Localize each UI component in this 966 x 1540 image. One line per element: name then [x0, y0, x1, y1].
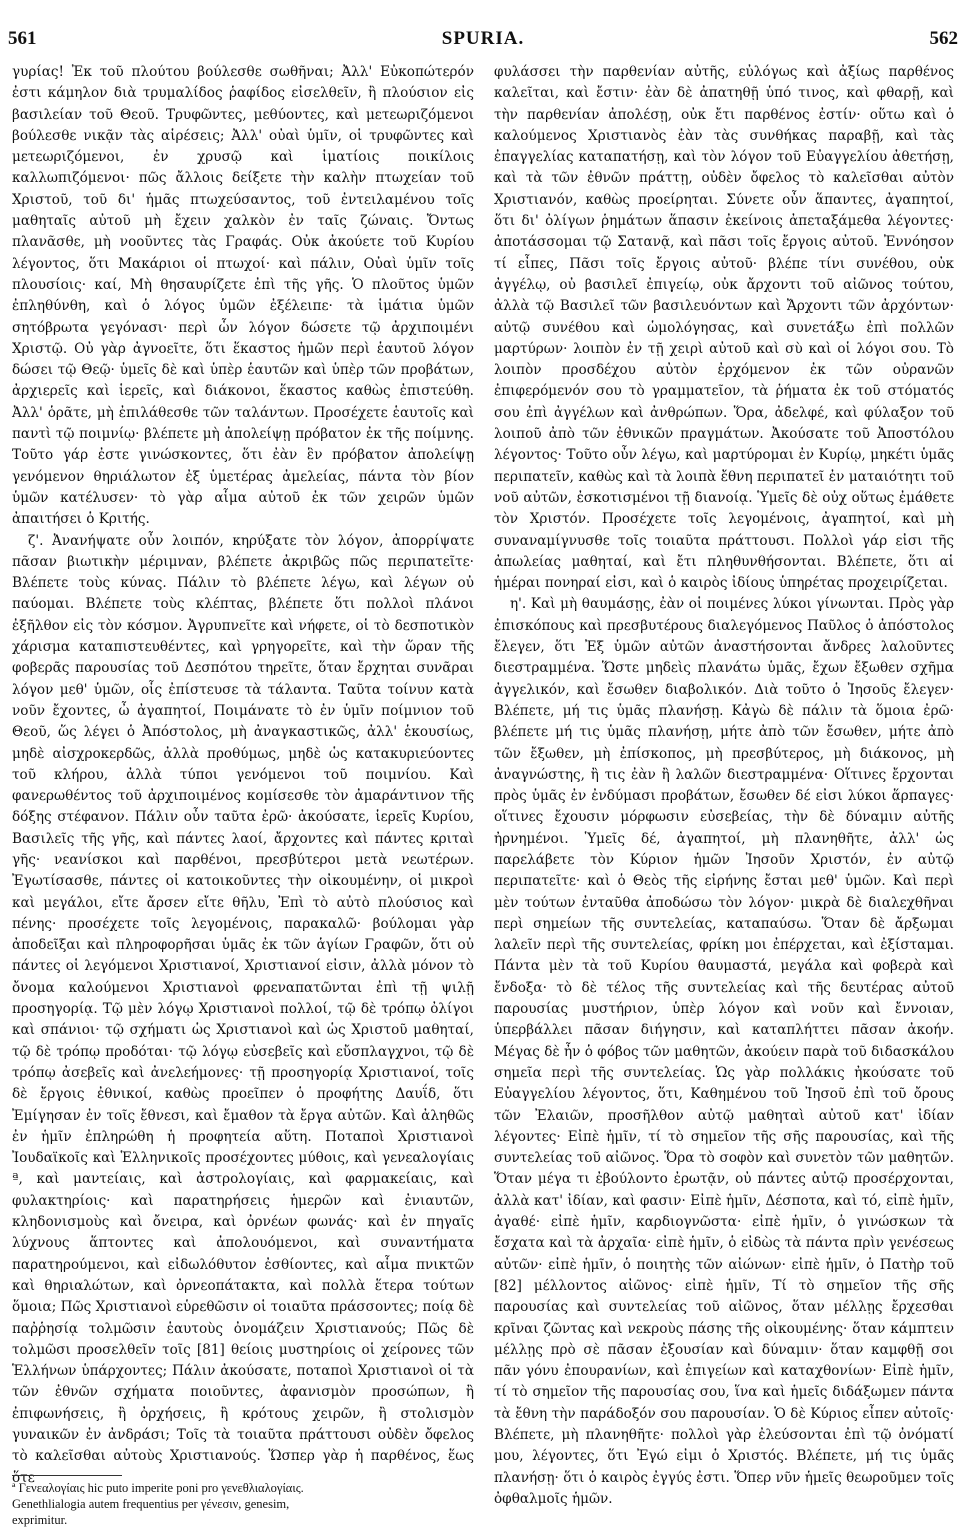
- footnote-line-1: ª Γενεαλογίαις hic puto imperite poni pro γενεθλιαλογίαις.: [12, 1481, 304, 1495]
- right-column: [494, 62, 954, 1522]
- right-paragraph-2: η'. Καὶ μὴ θαυμάσῃς, ἐὰν οἱ ποιμένες λύκοι γίνωνται. Πρὸς γὰρ ἐπισκόπους καὶ πρεσβυτέρους διαλεγόμενος Παῦλος ὁ ἀπόστολος ἔλεγεν, ὅτι Ἐξ ὑμῶν αὐτῶν ἀναστήσονται ἄνδρες λαλοῦντες διεστραμμένα. Ὥστε μηδεὶς πλανάτω ὑμᾶς, ἔχων ἔξωθεν σχῆμα ἀγγελικόν, καὶ ἔσωθεν διαβολικόν. Διὰ τοῦτο ὁ Ἰησοῦς ἔλεγεν· Βλέπετε, μή τις ὑμᾶς πλανήσῃ. Κἀγὼ δὲ πάλιν τὰ ὅμοια ἐρῶ· βλέπετε μή τις ὑμᾶς πλανήσῃ, μήτε ἀπὸ τῶν ἔσωθεν, μήτε ἀπὸ τῶν ἔξωθεν, μὴ ἐπίσκοπος, μὴ πρεσβύτερος, μὴ διάκονος, μὴ ἀναγνώστης, ἢ τις ἐὰν ἢ λαλῶν διεστραμμένα· Οἵτινες ἔρχονται πρὸς ὑμᾶς ἐν ἐνδύμασι προβάτων, ἔσωθεν δέ εἰσι λύκοι ἅρπαγες· οἵτινες ἔχουσιν μόρφωσιν εὐσεβείας, τὴν δὲ δύναμιν αὐτῆς ἠρνημένοι. Ὑμεῖς δέ, ἀγαπητοί, μὴ πλανηθῆτε, ἀλλ' ὡς παρελάβετε τὸν Κύριον ἡμῶν Ἰησοῦν Χριστόν, ἐν αὐτῷ περιπατεῖτε· καὶ ὁ Θεὸς τῆς εἰρήνης ἔσται μεθ' ὑμῶν. Καὶ περὶ μὲν τούτων ἐνταῦθα ἀποδώσω τὸν λόγον· μικρὰ δὲ διαλεχθῆναι περὶ σημείων τῆς συντελείας, καταπαύσω. Ὅταν δὲ ἄρξωμαι λαλεῖν περὶ τῆς συντελείας, φρίκη μοι ἐπέρχεται, καὶ ἐξίσταμαι. Πάντα μὲν τὰ τοῦ Κυρίου θαυμαστά, μεγάλα καὶ φοβερὰ καὶ ἔνδοξα· τὸ δὲ τέλος τῆς συντελείας καὶ τῆς δευτέρας αὐτοῦ παρουσίας μυστήριον, ὑπὲρ λόγον καὶ νοῦν καὶ ἔννοιαν, ὑπερβάλλει πᾶσαν διήγησιν, καὶ καταπλήττει πᾶσαν ἀκοήν. Μέγας δὲ ἦν ὁ φόβος τῶν μαθητῶν, ἀκούειν παρὰ τοῦ διδασκάλου σημεῖα περὶ τῆς συντελείας. Ὡς γὰρ πολλάκις ἠκούσατε τοῦ Εὐαγγελίου λέγοντος, ὅτι, Καθημένου τοῦ Ἰησοῦ ἐπὶ τοῦ ὄρους τῶν Ἐλαιῶν, προσῆλθον αὐτῷ μαθηταὶ αὐτοῦ κατ' ἰδίαν λέγοντες· Εἰπὲ ἡμῖν, τί τὸ σημεῖον τῆς σῆς παρουσίας, καὶ τῆς συντελείας τοῦ αἰῶνος. Ὅρα τὸ σοφὸν καὶ συνετὸν τῶν μαθητῶν. Ὅταν μέγα τι ἐβούλοντο ἐρωτᾷν, οὐ πάντες αὐτῷ προσέρχονται, ἀλλὰ κατ' ἰδίαν, καὶ φασιν· Εἰπὲ ἡμῖν, Δέσποτα, καὶ τό, εἰπὲ ἡμῖν, ἀγαθέ· εἰπὲ ἡμῖν, καρδιογνῶστα· εἰπὲ ἡμῖν, ὁ γινώσκων τὰ ἔσχατα καὶ τὰ ἀρχαῖα· εἰπὲ ἡμῖν, ὁ εἰδὼς τὰ πάντα πρὶν γενέσεως αὐτῶν· εἰπὲ ἡμῖν, ὁ ποιητὴς τῶν αἰώνων· εἰπὲ ἡμῖν, ὁ Πατὴρ τοῦ [82] μέλλοντος αἰῶνος· εἰπὲ ἡμῖν, Τί τὸ σημεῖον τῆς σῆς παρουσίας καὶ συντελείας τοῦ αἰῶνος, ὅταν μέλλῃς ἔρχεσθαι κρῖναι ζῶντας καὶ νεκροὺς πάσης τῆς οἰκουμένης· ὅταν κάμπτειν μέλλῃς πρὸ σὲ πᾶσαν ἐξουσίαν καὶ δύναμιν· ὅταν καμφθῇ σοι πᾶν γόνυ ἐπουρανίων, καὶ ἐπιγείων καὶ καταχθονίων· Εἰπὲ ἡμῖν, τί τὸ σημεῖον τῆς παρουσίας σου, ἵνα καὶ ἡμεῖς διδάξωμεν πάντα τὰ ἔθνη τὴν παράδοξόν σου παρουσίαν. Ὁ δὲ Κύριος εἶπεν αὐτοῖς· Βλέπετε, μὴ πλανηθῆτε· πολλοὶ γὰρ ἐλεύσονται ἐπὶ τῷ ὀνόματί μου, λέγοντες, ὅτι Ἐγώ εἰμι ὁ Χριστός. Βλέπετε, μή τις ὑμᾶς πλανήσῃ· ὅτι ὁ καιρὸς ἐγγύς ἐστι. Ὅπερ νῦν ἡμεῖς θεωροῦμεν τοῖς ὀφθαλμοῖς ἡμῶν.: [494, 596, 954, 1507]
- page-number-right: 562: [929, 28, 958, 49]
- page-number-left: 561: [8, 28, 37, 49]
- left-paragraph-2: ζ'. Ἀνανήψατε οὖν λοιπόν, κηρύξατε τὸν λόγον, ἀπορρίψατε πᾶσαν βιωτικὴν μέριμναν, βλέπετε ἀκριβῶς πῶς περιπατεῖτε· Βλέπετε τοὺς κύνας. Πάλιν τὸ βλέπετε λέγω, καὶ λέγων οὐ παύομαι. Βλέπετε τοὺς κλέπτας, βλέπετε ὅτι πολλοὶ πλάνοι ἐξῆλθον εἰς τὸν κόσμον. Ἀγρυπνεῖτε καὶ νήφετε, οἱ τὸ δεσποτικὸν χάρισμα καταπιστευθέντες, καὶ γρηγορεῖτε, καὶ τὴν ὥραν τῆς φοβερᾶς παρουσίας τοῦ Δεσπότου τηρεῖτε, ὅταν ἔρχηται συνᾶραι λόγον μεθ' ὑμῶν, οἷς ἐπίστευσε τὰ τάλαντα. Ταῦτα τοίνυν κατὰ νοῦν ἔχοντες, ὦ ἀγαπητοί, Ποιμάνατε τὸ ἐν ὑμῖν ποίμνιον τοῦ Θεοῦ, ὥς λέγει ὁ Ἀπόστολος, μὴ ἀναγκαστικῶς, ἀλλ' ἑκουσίως, μηδὲ αἰσχροκερδῶς, ἀλλὰ προθύμως, μηδὲ ὡς κατακυριεύοντες τοῦ κλήρου, ἀλλὰ τύποι γενόμενοι τοῦ ποιμνίου. Καὶ φανερωθέντος τοῦ ἀρχιποιμένος κομίσεσθε τὸν ἀμαράντινον τῆς δόξης στέφανον. Πάλιν οὖν ταῦτα ἐρῶ· ἀκούσατε, ἱερεῖς Κυρίου, Βασιλεῖς τῆς γῆς, καὶ πάντες λαοί, ἄρχοντες καὶ πάντες κριταὶ γῆς· νεανίσκοι καὶ παρθένοι, πρεσβύτεροι μετὰ νεωτέρων. Ἐγωτίσασθε, πάντες οἱ κατοικοῦντες τὴν οἰκουμένην, οἱ μικροὶ καὶ μεγάλοι, εἴτε ἄρσεν εἴτε θῆλυ, Ἐπὶ τὸ αὐτὸ πλούσιος καὶ πένης· προσέχετε τοῖς λεγομένοις, παρακαλῶ· βούλομαι γὰρ ἀποδεῖξαι καὶ πληροφορῆσαι ὑμᾶς ἐκ τῶν ἁγίων Γραφῶν, ὅτι οὐ πάντες οἱ λεγόμενοι Χριστιανοί, Χριστιανοί εἰσιν, ἀλλὰ μόνον τὸ ὄνομα καλούμενοι Χριστιανοὶ φρεναπατῶνται ἐπὶ τῇ ψιλῇ προσηγορίᾳ. Τῷ μὲν λόγῳ Χριστιανοὶ πολλοί, τῷ δὲ τρόπῳ ὀλίγοι καὶ σπάνιοι· τῷ σχήματι ὡς Χριστιανοὶ καὶ ὡς Χριστοῦ μαθηταί, τῷ δὲ τρόπῳ προδόται· τῷ λόγῳ εὐσεβεῖς καὶ εὔσπλαγχνοι, τῷ δὲ τρόπῳ ἀσεβεῖς καὶ ἀνελεήμονες· τῇ προσηγορίᾳ Χριστιανοί, τοῖς δὲ ἔργοις ἐθνικοί, καθὼς προεῖπεν ὁ προφήτης Δαυΐδ, ὅτι Ἐμίγησαν ἐν τοῖς ἔθνεσι, καὶ ἔμαθον τὰ ἔργα αὐτῶν. Καὶ ἀληθῶς ἐν ἡμῖν ἐπληρώθη ἡ προφητεία αὕτη. Ποταποὶ Χριστιανοὶ Ἰουδαϊκοῖς καὶ Ἑλληνικοῖς προσέχοντες μύθοις, καὶ γενεαλογίαις ª, καὶ μαντείαις, καὶ ἀστρολογίαις, καὶ φαρμακείαις, καὶ φυλακτηρίοις· καὶ παρατηρήσεις ἡμερῶν καὶ ἐνιαυτῶν, κληδονισμοὺς καὶ ὄνειρα, καὶ ὀρνέων φωνάς· καὶ ἐν πηγαῖς λύχνους ἅπτοντες καὶ ἀπολουόμενοι, καὶ συναντήματα παρατηρούμενοι, καὶ εἰδωλόθυτον ἐσθίοντες, καὶ αἷμα πνικτῶν καὶ θηριαλώτων, καὶ ὀρνεοπάτακτα, καὶ πολλὰ ἕτερα τούτων ὅμοια; Πῶς Χριστιανοὶ εὑρεθῶσιν οἱ τοιαῦτα πράσσοντες; ποίᾳ δὲ παῤῥησίᾳ τολμῶσιν ἑαυτοὺς ὀνομάζειν Χριστιανούς; Πῶς δὲ τολμῶσι προσελθεῖν τοῖς [81] θείοις μυστηρίοις οἱ χείρονες τῶν Ἑλλήνων ὑπάρχοντες; Πάλιν ἀκούσατε, ποταποὶ Χριστιανοὶ οἱ τὰ τῶν ἐθνῶν σχήματα ποιοῦντες, ἀφανισμὸν προσώπων, ἢ ἐπιφωνήσεις, ἢ ὀρχήσεις, ἢ κρότους χειρῶν, ἢ στολισμὸν γυναικῶν ἐν ἀνδράσι; Τοῖς τὰ τοιαῦτα πράττουσι οὐδὲν ὄφελος τὸ καλεῖσθαι αὐτοὺς Χριστιανούς. Ὥσπερ γὰρ ἡ παρθένος, ἕως ὅτε: [12, 532, 474, 1486]
- right-paragraph-1: φυλάσσει τὴν παρθενίαν αὐτῆς, εὐλόγως καὶ ἀξίως παρθένος καλεῖται, καὶ ἔστιν· ἐὰν δὲ ἀπατηθῇ ὑπό τινος, καὶ φθαρῇ, καὶ τὴν παρθενίαν ἀπολέσῃ, οὐκ ἔτι παρθένος ἐστίν· οὕτω καὶ ὁ καλούμενος Χριστιανὸς ἐὰν τὰς συνθήκας παραβῇ, καὶ τὰς ἐπαγγελίας καταπατήσῃ, καὶ τὸν λόγον τοῦ Εὐαγγελίου ἀθετήσῃ, καὶ τὰ τῶν ἐθνῶν πράττῃ, οὐδὲν ὄφελος τὸ καλεῖσθαι αὐτὸν Χριστιανόν, καθὼς προείρηται. Σύνετε οὖν ἅπαντες, ἀγαπητοί, ὅτι δι' ὀλίγων ῥημάτων ἅπασιν ἐκείνοις ἀπεταξάμεθα λέγοντες· ἀποτάσσομαι τῷ Σατανᾷ, καὶ πᾶσι τοῖς ἔργοις αὐτοῦ. Ἐννόησον τί εἶπες, Πᾶσι τοῖς ἔργοις αὐτοῦ· βλέπε τίνι συνέθου, οὐκ ἀγγέλῳ, οὐ βασιλεῖ ἐπιγείῳ, οὐκ ἄρχοντι τοῦ αἰῶνος τούτου, ἀλλὰ τῷ Βασιλεῖ τῶν βασιλευόντων καὶ Ἄρχοντι τῶν ἀρχόντων· αὐτῷ συνέθου καὶ ὡμολόγησας, καὶ συνετάξω ἐπὶ πολλῶν μαρτύρων· λοιπὸν ἐν τῇ χειρὶ αὐτοῦ καὶ σὺ καὶ οἱ λόγοι σου. Τὸ λοιπὸν προσδέχου αὐτὸν ἐρχόμενον ἐκ τῶν οὐρανῶν ἐπιφερόμενόν σου τὸ γραμματεῖον, τὰ ῥήματα ἐκ τοῦ στόματός σου ἐπὶ ἀγγέλων καὶ ἀνθρώπων. Ὅρα, ἀδελφέ, καὶ φύλαξον τοῦ λοιποῦ ἀπὸ τῶν ἐθνικῶν πραγμάτων. Ἀκούσατε τοῦ Ἀποστόλου λέγοντος· Τοῦτο οὖν λέγω, καὶ μαρτύρομαι ἐν Κυρίῳ, μηκέτι ὑμᾶς περιπατεῖν, καθὼς καὶ τὰ λοιπὰ ἔθνη περιπατεῖ ἐν ματαιότητι τοῦ νοῦ αὐτῶν, ἐσκοτισμένοι τῇ διανοίᾳ. Ὑμεῖς δὲ οὐχ οὕτως ἐμάθετε τὸν Χριστόν. Προσέχετε τοῖς λεγομένοις, ἀγαπητοί, καὶ μὴ συναναμίγνυσθε τοῖς τοιαῦτα πράττουσι. Πολλοὶ γάρ εἰσι τῆς ἀπωλείας μαθηταί, καὶ ἔτι πληθυνθήσονται. Βλέπετε, ὅτι αἱ ἡμέραι πονηραί εἰσι, καὶ ὁ καιρὸς ἰδίους ὑπηρέτας προχειρίζεται.: [494, 64, 954, 592]
- footnote-divider: [12, 1475, 122, 1476]
- page-header: [8, 28, 958, 56]
- running-title: SPURIA.: [441, 28, 525, 49]
- left-paragraph-1: γυρίας! Ἐκ τοῦ πλούτου βούλεσθε σωθῆναι; Ἀλλ' Εὐκοπώτερόν ἐστι κάμηλον διὰ τρυμαλίδος ῥαφίδος εἰσελθεῖν, ἢ πλούσιον εἰς βασιλείαν τοῦ Θεοῦ. Τρυφῶντες, μεθύοντες, καὶ μετεωριζόμενοι βούλεσθε νικᾷν τὰς αἱρέσεις; Ἀλλ' οὐαὶ ὑμῖν, οἱ τρυφῶντες καὶ μετεωριζόμενοι, ἐν χρυσῷ καὶ ἱματίοις ποικίλοις καλλωπιζόμενοι· πῶς ἄλλοις δείξετε τὴν καλὴν πτωχείαν τοῦ Χριστοῦ, τοῦ δι' ἡμᾶς πτωχεύσαντος, τοῦ ἐντειλαμένου τοῖς μαθηταῖς αὐτοῦ μὴ ἔχειν χαλκὸν ἐν ταῖς ζώναις. Ὄντως πλανᾶσθε, μὴ νοοῦντες τὰς Γραφάς. Οὐκ ἀκούετε τοῦ Κυρίου λέγοντος, ὅτι Μακάριοι οἱ πτωχοί· καὶ πάλιν, Οὐαὶ ὑμῖν τοῖς πλουσίοις· καί, Μὴ θησαυρίζετε ἐπὶ τῆς γῆς. Ὁ πλοῦτος ὑμῶν ἐπληθύνθη, καὶ ὁ λόγος ὑμῶν ἐξέλειπε· τὰ ἱμάτια ὑμῶν σητόβρωτα γεγόνασι· περὶ ὧν λόγον δώσετε τῷ ἀρχιποιμένι Χριστῷ. Οὐ γὰρ ἀγνοεῖτε, ὅτι ἕκαστος ἡμῶν περὶ ἑαυτοῦ λόγον δώσει τῷ Θεῷ· ὑμεῖς δὲ καὶ ὑπὲρ ἑαυτῶν καὶ ὑπὲρ τῶν προβάτων, ἀρχιερεῖς καὶ ἱερεῖς, καὶ διάκονοι, ἕκαστος καθὼς ἐπιστεύθη. Ἀλλ' ὁρᾶτε, μὴ ἐπιλάθεσθε τῶν ταλάντων. Προσέχετε ἑαυτοῖς καὶ παντὶ τῷ ποιμνίῳ· βλέπετε μὴ ἀπολείψῃ πρόβατον ἐκ τῆς ποίμνης. Τοῦτο γάρ ἐστε γινώσκοντες, ὅτι ἐὰν ἓν πρόβατον ἀπολείψῃ γενόμενον θηριάλωτον ἐξ ὑμετέρας ἀμελείας, πάντα τὸν βίον ὑμῶν κατέλυσεν· τὸ γὰρ αἷμα αὐτοῦ ἐκ τῶν χειρῶν ὑμῶν ἀπαιτήσει ὁ Κριτής.: [12, 64, 474, 528]
- footnote-line-2: Genethlialogia autem frequentius per γένεσιν, genesim,: [12, 1497, 290, 1511]
- footnote-line-3: exprimitur.: [12, 1513, 68, 1527]
- footnote: [12, 1480, 474, 1528]
- left-column: [12, 62, 474, 1486]
